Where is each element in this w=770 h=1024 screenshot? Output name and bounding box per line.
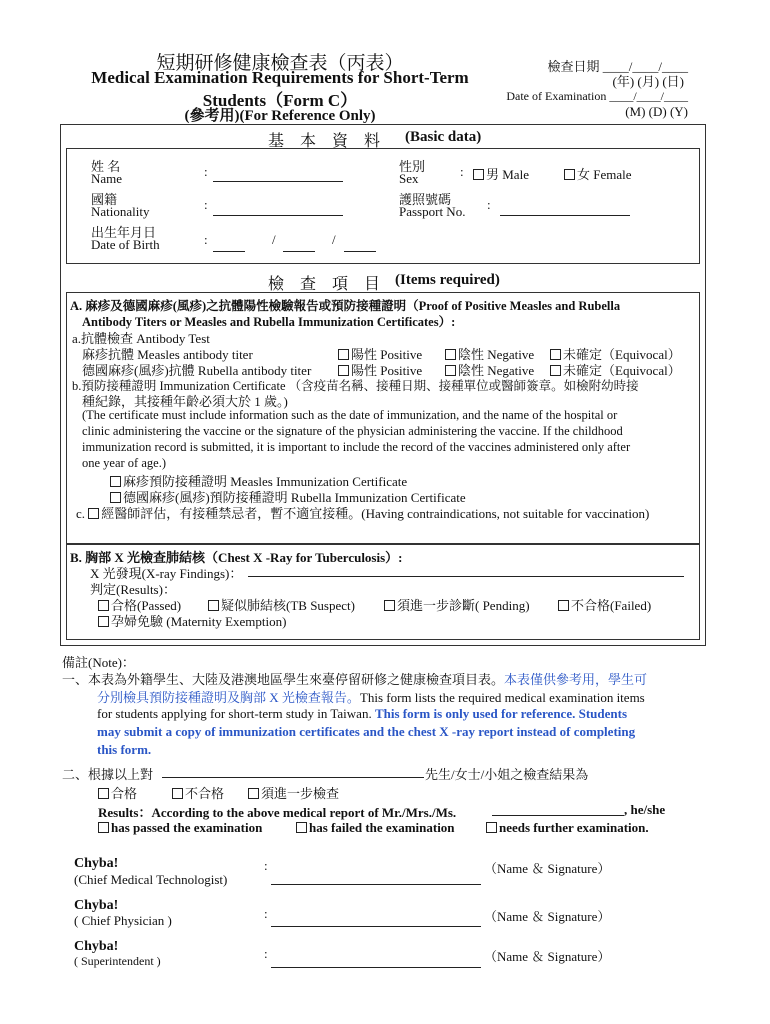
checkbox-icon[interactable] [110, 476, 121, 487]
checkbox-icon[interactable] [98, 788, 109, 799]
option-label: 陰性 Negative [458, 347, 535, 362]
immunization-en-3: immunization record is submitted, it is important to include the record of the vaccines administered only after [82, 440, 631, 454]
checkbox-icon[interactable] [98, 616, 109, 627]
sex-label-en: Sex [399, 171, 419, 186]
option-label: has failed the examination [309, 820, 455, 835]
checkbox-icon[interactable] [486, 822, 497, 833]
results-statement-a: Results：According to the above medical report of Mr./Mrs./Ms. [98, 805, 457, 820]
note-1-f: This form is only used for reference. Students [374, 706, 628, 721]
title-note: (參考用)(For Reference Only) [184, 108, 376, 124]
result-passed-option[interactable] [98, 820, 262, 836]
option-label: 合格 [111, 786, 138, 801]
male-label: 男 Male [486, 167, 529, 182]
dob-year-field[interactable] [213, 251, 245, 252]
name-label-en: Name [91, 171, 123, 186]
checkbox-icon[interactable] [172, 788, 183, 799]
signature-name: Chyba! [74, 939, 119, 954]
signature-colon: : [264, 858, 268, 873]
note-1-d: This form lists the required medical examination items [359, 690, 645, 705]
checkbox-icon[interactable] [558, 600, 569, 611]
xray-failed[interactable] [558, 595, 651, 614]
signature-name: Chyba! [74, 898, 119, 913]
dob-day-field[interactable] [344, 251, 376, 252]
signature-colon: : [264, 946, 268, 961]
dob-slash-1: / [272, 232, 276, 247]
dob-label-en: Date of Birth [91, 237, 160, 252]
passport-field[interactable] [500, 215, 630, 216]
rubella-titer-label: 德國麻疹(風疹)抗體 Rubella antibody titer [82, 363, 312, 378]
option-label: 陽性 Positive [351, 347, 423, 362]
note-1-a: 一、本表為外籍學生、大陸及港澳地區學生來臺停留研修之健康檢查項目表。 [62, 672, 505, 687]
checkbox-icon[interactable] [550, 365, 561, 376]
option-label: 孕婦免驗 (Maternity Exemption) [111, 614, 287, 629]
immunization-en-2: clinic administering the vaccine or the signature of the physician administering the vaccine. If the childhood [82, 424, 623, 438]
result-further-option[interactable] [486, 820, 649, 836]
sex-colon: : [460, 164, 464, 179]
checkbox-icon[interactable] [445, 349, 456, 360]
basic-heading-en: (Basic data) [405, 129, 482, 145]
results-name-field[interactable] [492, 815, 624, 816]
measles-titer-label: 麻疹抗體 Measles antibody titer [82, 347, 253, 362]
signature-caption: （Name ＆ Signature） [484, 861, 611, 876]
note-2-b: 先生/女士/小姐之檢查結果為 [425, 767, 589, 782]
checkbox-icon[interactable] [110, 492, 121, 503]
option-label: 未確定（Equivocal） [563, 347, 681, 362]
section-a-title-2: Antibody Titers or Measles and Rubella Immunization Certificates）: [82, 315, 456, 329]
note-1-e: for students applying for short-term study in Taiwan. [97, 706, 372, 721]
option-label: needs further examination. [499, 820, 649, 835]
option-label: 陽性 Positive [351, 363, 423, 378]
checkbox-icon[interactable] [88, 508, 99, 519]
sex-female-option[interactable] [564, 164, 632, 183]
results-label: 判定(Results)： [90, 582, 176, 597]
signature-colon: : [264, 906, 268, 921]
xray-findings-field[interactable] [248, 576, 684, 577]
sex-label-zh: 性別 [399, 159, 426, 174]
note-1-b: 本表僅供參考用，學生可 [504, 672, 648, 687]
nationality-field[interactable] [213, 215, 343, 216]
note-1-c: 分別檢具預防接種證明及胸部 X 光檢查報告。 [97, 690, 360, 705]
results-statement-b: , he/she [624, 802, 666, 817]
checkbox-icon[interactable] [248, 788, 259, 799]
dob-colon: : [204, 232, 208, 247]
note-1-line-2 [97, 687, 645, 706]
checkbox-icon[interactable] [338, 365, 349, 376]
signature-role: ( Superintendent ) [74, 954, 161, 968]
dob-slash-2: / [332, 232, 336, 247]
note-1-line-1 [62, 669, 647, 688]
title-en-line2: Students（Form C） [202, 91, 358, 110]
option-label: 麻疹預防接種證明 Measles Immunization Certificate [123, 474, 408, 489]
exam-date-ymd: (年) (月) (日) [612, 74, 684, 89]
signature-caption: （Name ＆ Signature） [484, 909, 611, 924]
checkbox-icon[interactable] [338, 349, 349, 360]
immunization-en-4: one year of age.) [82, 456, 166, 470]
dob-month-field[interactable] [283, 251, 315, 252]
checkbox-icon[interactable] [550, 349, 561, 360]
dob-label-zh: 出生年月日 [91, 225, 157, 240]
name-label-zh: 姓 名 [91, 159, 121, 174]
contraindication-option[interactable] [76, 503, 649, 522]
name-colon: : [204, 164, 208, 179]
immunization-cert-line-2: 種紀錄，其接種年齡必須大於 1 歲。) [82, 394, 288, 409]
checkbox-icon[interactable] [384, 600, 395, 611]
items-heading-zh: 檢 查 項 目 [268, 276, 381, 293]
option-label: 德國麻疹(風疹)預防接種證明 Rubella Immunization Certificate [123, 490, 466, 505]
nationality-label-en: Nationality [91, 204, 150, 219]
signature-role: ( Chief Physician ) [74, 913, 172, 928]
female-checkbox[interactable] [564, 169, 575, 180]
passport-label-en: Passport No. [399, 204, 466, 219]
note-1-line-4: may submit a copy of immunization certificates and the chest X -ray report instead of completing [97, 724, 636, 739]
result-failed-option[interactable] [296, 820, 455, 836]
option-label: 不合格(Failed) [571, 598, 652, 613]
maternity-exemption[interactable] [98, 611, 286, 630]
note-label: 備註(Note)： [62, 655, 135, 670]
exam-date-zh: 檢查日期 ____/____/____ [547, 59, 688, 74]
immunization-cert-line-1: b.預防接種證明 Immunization Certificate （含疫苗名稱、接種日期、接種單位或醫師簽章。如檢附幼時接 [72, 379, 639, 393]
c-label: c. [76, 506, 86, 521]
signature-field[interactable] [271, 926, 481, 927]
checkbox-icon[interactable] [208, 600, 219, 611]
option-label: 不合格 [185, 786, 225, 801]
checkbox-icon[interactable] [98, 822, 109, 833]
option-label: has passed the examination [111, 820, 263, 835]
section-b-title: B. 胸部 X 光檢查肺結核（Chest X -Ray for Tuberculosis）: [70, 550, 403, 565]
exam-date-mdy: (M) (D) (Y) [625, 104, 688, 119]
option-label: 須進一步檢查 [261, 786, 340, 801]
section-a-title-1: A. 麻疹及德國麻疹(風疹)之抗體陽性檢驗報告或預防接種證明（Proof of Positive Measles and Rubella [70, 299, 621, 313]
option-label: 陰性 Negative [458, 363, 535, 378]
items-heading-en: (Items required) [395, 272, 500, 288]
title-en-line1: Medical Examination Requirements for Short-Term [91, 68, 469, 87]
signature-field[interactable] [271, 884, 481, 885]
male-checkbox[interactable] [473, 169, 484, 180]
checkbox-icon[interactable] [445, 365, 456, 376]
option-label: 須進一步診斷( Pending) [397, 598, 530, 613]
passport-colon: : [487, 197, 491, 212]
signature-role: (Chief Medical Technologist) [74, 872, 228, 887]
examinee-name-field[interactable] [162, 777, 424, 778]
checkbox-icon[interactable] [296, 822, 307, 833]
xray-pending[interactable] [384, 595, 530, 614]
xray-findings-label: X 光發現(X-ray Findings)： [90, 566, 243, 581]
basic-heading-zh: 基 本 資 料 [268, 133, 381, 150]
antibody-test-label: a.抗體檢查 Antibody Test [72, 331, 210, 346]
nationality-label-zh: 國籍 [91, 192, 118, 207]
signature-field[interactable] [271, 967, 481, 968]
note-further-option[interactable] [248, 783, 339, 802]
sex-male-option[interactable] [473, 164, 529, 183]
female-label: 女 Female [577, 167, 632, 182]
checkbox-icon[interactable] [98, 600, 109, 611]
signature-caption: （Name ＆ Signature） [484, 949, 611, 964]
option-label: 經醫師評估，有接種禁忌者，暫不適宜接種。(Having contraindications, not suitable for vaccination) [101, 506, 650, 521]
passport-label-zh: 護照號碼 [399, 192, 452, 207]
note-fail-option[interactable] [172, 783, 224, 802]
nationality-colon: : [204, 197, 208, 212]
title-zh: 短期研修健康檢查表（丙表） [156, 53, 404, 74]
option-label: 疑似肺結核(TB Suspect) [221, 598, 355, 613]
signature-name: Chyba! [74, 856, 119, 871]
immunization-en-1: (The certificate must include information such as the date of immunization, and the name of the hospital or [82, 408, 618, 422]
name-field[interactable] [213, 181, 343, 182]
exam-date-en: Date of Examination ____/____/____ [506, 89, 688, 103]
note-1-line-3 [97, 706, 627, 722]
note-pass-option[interactable] [98, 783, 137, 802]
option-label: 未確定（Equivocal） [563, 363, 681, 378]
option-label: 合格(Passed) [111, 598, 182, 613]
note-2-a: 二、根據以上對 [62, 767, 154, 782]
note-1-line-5: this form. [97, 742, 152, 757]
